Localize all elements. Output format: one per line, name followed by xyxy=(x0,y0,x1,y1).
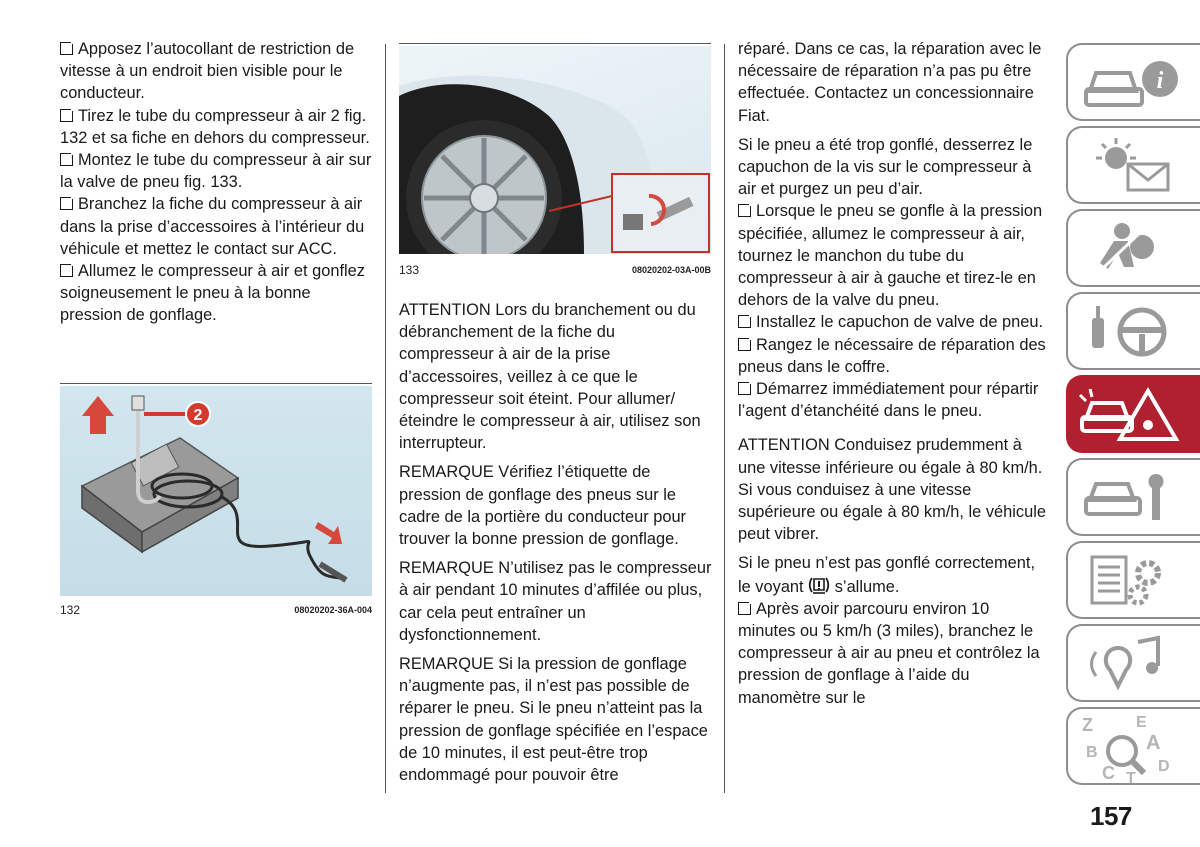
step-plug-in: Branchez la fiche du compresseur à air dans la prise d’accessoires à l’intérieur du véhicule et mettez le contact sur ACC. xyxy=(60,195,365,258)
step-inflate: Allumez le compresseur à air et gonflez soigneusement le pneu à la bonne pression de gonflage. xyxy=(60,262,365,325)
index-icon xyxy=(1078,715,1188,785)
multimedia-icon xyxy=(1078,632,1188,696)
warning-lights-icon xyxy=(1078,134,1188,198)
car-info-icon xyxy=(1078,51,1188,115)
page-number: 157 xyxy=(1090,801,1132,831)
tab-index[interactable] xyxy=(1066,707,1200,785)
checkbox-bullet-icon xyxy=(60,109,73,122)
attention-speed: ATTENTION Conduisez prudemment à une vitesse inférieure ou égale à 80 km/h. Si vous conduisez à une vitesse supérieure ou égale à 80 km/h, le véhicule peut vibrer. xyxy=(738,436,1046,544)
figure-132-code: 08020202-36A-004 xyxy=(294,605,372,615)
checkbox-bullet-icon xyxy=(738,602,751,615)
column-1 xyxy=(60,38,372,327)
svg-text:i: i xyxy=(1156,68,1164,94)
checkbox-bullet-icon xyxy=(60,42,73,55)
index-letter: B xyxy=(1086,744,1098,761)
tab-safety[interactable] xyxy=(1066,209,1200,287)
airbag-safety-icon xyxy=(1078,217,1188,281)
column-3 xyxy=(738,38,1050,709)
step-valve-cap: Installez le capuchon de valve de pneu. xyxy=(738,311,1050,333)
tab-warning-lights[interactable] xyxy=(1066,126,1200,204)
index-letter: Z xyxy=(1082,715,1093,735)
figure-132-number: 132 xyxy=(60,603,81,617)
figure-133-number: 133 xyxy=(399,263,420,277)
step-disconnect: Lorsque le pneu se gonfle à la pression spécifiée, allumez le compresseur à air, tournez le manchon du tube du compresseur à air à gauche et tirez-le en dehors de la valve du pneu. xyxy=(738,202,1043,310)
tire-pressure-warning-icon xyxy=(808,575,830,595)
checkbox-bullet-icon xyxy=(60,153,73,166)
figure-133-code: 08020202-03A-00B xyxy=(631,265,711,275)
checkbox-bullet-icon xyxy=(738,204,751,217)
tab-technical-data[interactable] xyxy=(1066,541,1200,619)
steering-key-icon xyxy=(1078,300,1188,364)
tab-maintenance[interactable] xyxy=(1066,458,1200,536)
figure-133-top-rule xyxy=(399,43,711,44)
checkbox-bullet-icon xyxy=(60,197,73,210)
tab-multimedia[interactable] xyxy=(1066,624,1200,702)
column-divider xyxy=(724,44,725,793)
step-check-pressure: Après avoir parcouru environ 10 minutes ou 5 km/h (3 miles), branchez le compresseur à air au pneu et contrôlez la pression de gonflage à l’aide du manomètre sur le xyxy=(738,599,1040,707)
tab-starting-driving[interactable] xyxy=(1066,292,1200,370)
index-letter: D xyxy=(1158,758,1170,775)
step-store-kit: Rangez le nécessaire de réparation des pneus dans le coffre. xyxy=(738,335,1046,376)
figure-133-wheel-image xyxy=(399,46,711,254)
figure-132-compressor-image xyxy=(60,386,372,596)
index-letter: C xyxy=(1102,763,1115,783)
tab-emergency[interactable] xyxy=(1066,375,1200,453)
callout-number: 2 xyxy=(193,407,203,424)
warning-light-text: Si le pneu n’est pas gonflé correctement, le voyant s’allume. xyxy=(738,554,1036,596)
step-drive: Démarrez immédiatement pour répartir l’agent d’étanchéité dans le pneu. xyxy=(738,380,1039,421)
index-letter: A xyxy=(1146,732,1161,754)
repair-failed-text: réparé. Dans ce cas, la réparation avec le nécessaire de réparation n’a pas pu être effectuée. Contactez un concessionnaire Fiat. xyxy=(738,40,1042,125)
checkbox-bullet-icon xyxy=(738,382,751,395)
checkbox-bullet-icon xyxy=(738,338,751,351)
step-pull-tube: Tirez le tube du compresseur à air 2 fig. 132 et sa fiche en dehors du compresseur. xyxy=(60,106,370,147)
checkbox-bullet-icon xyxy=(60,264,73,277)
tab-car-info[interactable] xyxy=(1066,43,1200,121)
step-mount-tube: Montez le tube du compresseur à air sur la valve de pneu fig. 133. xyxy=(60,151,372,192)
attention-plug-note: ATTENTION Lors du branchement ou du débranchement de la fiche du compresseur à air de la prise d’accessoires, veillez à ce que le compresseur soit éteint. Pour allumer/éteindre le compresseur à air, utilisez son interrupteur. xyxy=(399,301,701,453)
remark-pressure-label: REMARQUE Vérifiez l’étiquette de pression de gonflage des pneus sur le cadre de la portière du conducteur pour trouver la bonne pression de gonflage. xyxy=(399,463,687,549)
step-apply-sticker: Apposez l’autocollant de restriction de vitesse à un endroit bien visible pour le conducteur. xyxy=(60,40,355,103)
column-2 xyxy=(399,299,713,786)
remark-duration: REMARQUE N’utilisez pas le compresseur à air pendant 10 minutes d’affilée ou plus, car cela peut entraîner un dysfonctionnement. xyxy=(399,559,712,644)
overinflated-text: Si le pneu a été trop gonflé, desserrez le capuchon de la vis sur le compresseur à air et purgez un peu d’air. xyxy=(738,135,1033,199)
technical-data-icon xyxy=(1078,549,1188,613)
car-maintenance-icon xyxy=(1078,466,1188,530)
index-letter: E xyxy=(1136,715,1147,731)
column-divider xyxy=(385,44,386,793)
emergency-icon xyxy=(1078,383,1188,447)
figure-132-top-rule xyxy=(60,383,372,384)
index-letter: T xyxy=(1126,770,1136,785)
checkbox-bullet-icon xyxy=(738,315,751,328)
remark-no-pressure: REMARQUE Si la pression de gonflage n’augmente pas, il n’est pas possible de réparer le pneu. Si le pneu n’atteint pas la pression de gonflage spécifiée en l’espace de 10 minutes, il est peut-être trop endommagé pour pouvoir être xyxy=(399,655,708,785)
